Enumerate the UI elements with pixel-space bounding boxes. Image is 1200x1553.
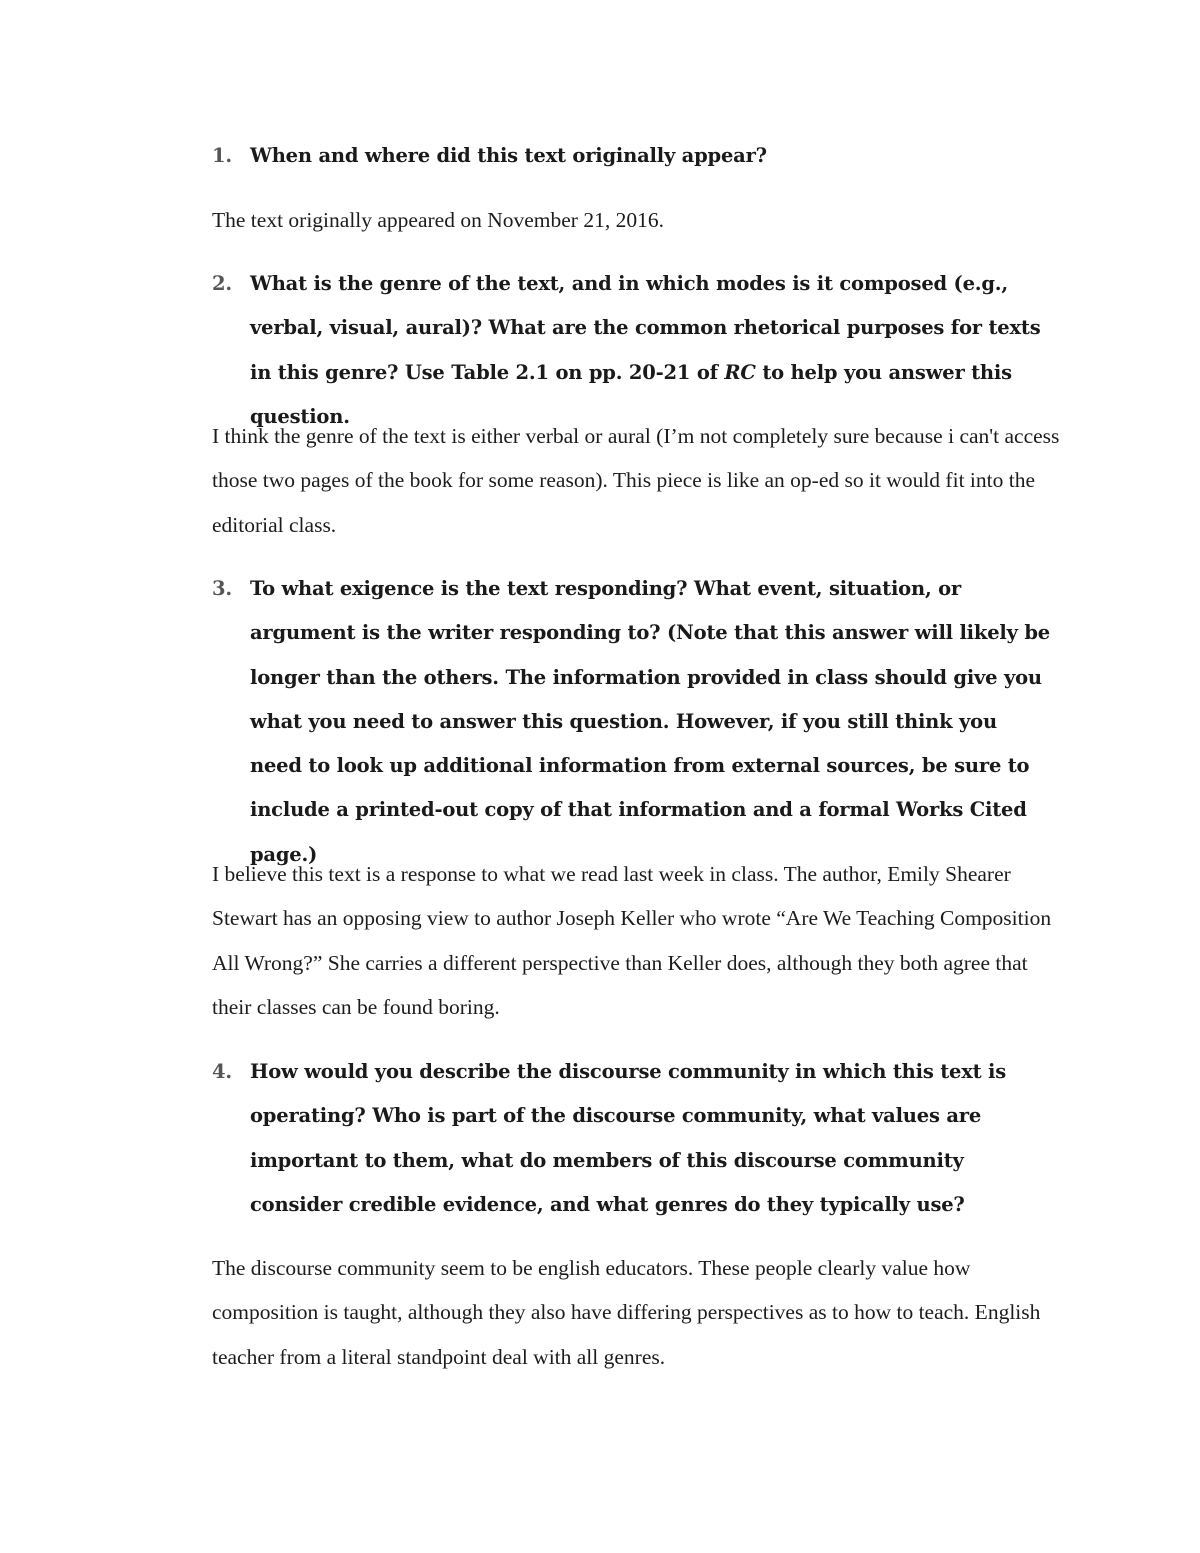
question-text-part: to help you answer this question. (250, 360, 1012, 428)
answer-1: The text originally appeared on November 21, 2016. (212, 208, 664, 232)
question-number: 2. (212, 272, 232, 295)
question-text: To what exigence is the text responding? What event, situation, or argument is the writer responding to? (Note that this answer will likely be longer than the others. The information provided in class should give you what you need to answer this question. However, if you still think you need to look up additional information from external sources, be sure to include a printed-out copy of that information and a formal Works Cited page.) (250, 577, 1050, 866)
question-4 (212, 1050, 1052, 1227)
question-number: 1. (212, 144, 232, 167)
question-text: When and where did this text originally appear? (250, 144, 767, 167)
answer-3: I believe this text is a response to what we read last week in class. The author, Emily Shearer Stewart has an opposing view to author Joseph Keller who wrote “Are We Teaching Composition All Wrong?” She carries a different perspective than Keller does, although they both agree that their classes can be found boring. (212, 862, 1052, 1019)
question-1 (212, 134, 1052, 178)
question-text: How would you describe the discourse community in which this text is operating? Who is part of the discourse community, what values are important to them, what do members of this discourse community consider credible evidence, and what genres do they typically use? (250, 1060, 1007, 1216)
question-text-part: What is the genre of the text, and in which modes is it composed (e.g., verbal, visual, aural)? What are the common rhetorical purposes for texts in this genre? Use Table 2.1 on pp. 20-21 of (250, 272, 1041, 384)
question-number: 3. (212, 577, 232, 600)
question-number: 4. (212, 1060, 232, 1083)
answer-4: The discourse community seem to be english educators. These people clearly value how composition is taught, although they also have differing perspectives as to how to teach. English teacher from a literal standpoint deal with all genres. (212, 1256, 1041, 1369)
question-text (250, 262, 1052, 439)
answer-2: I think the genre of the text is either verbal or aural (I’m not completely sure because i can't access those two pages of the book for some reason). This piece is like an op-ed so it would fit into the editorial class. (212, 424, 1060, 537)
question-3 (212, 567, 1052, 877)
book-abbreviation: RC (724, 360, 756, 384)
question-2 (212, 262, 1052, 439)
